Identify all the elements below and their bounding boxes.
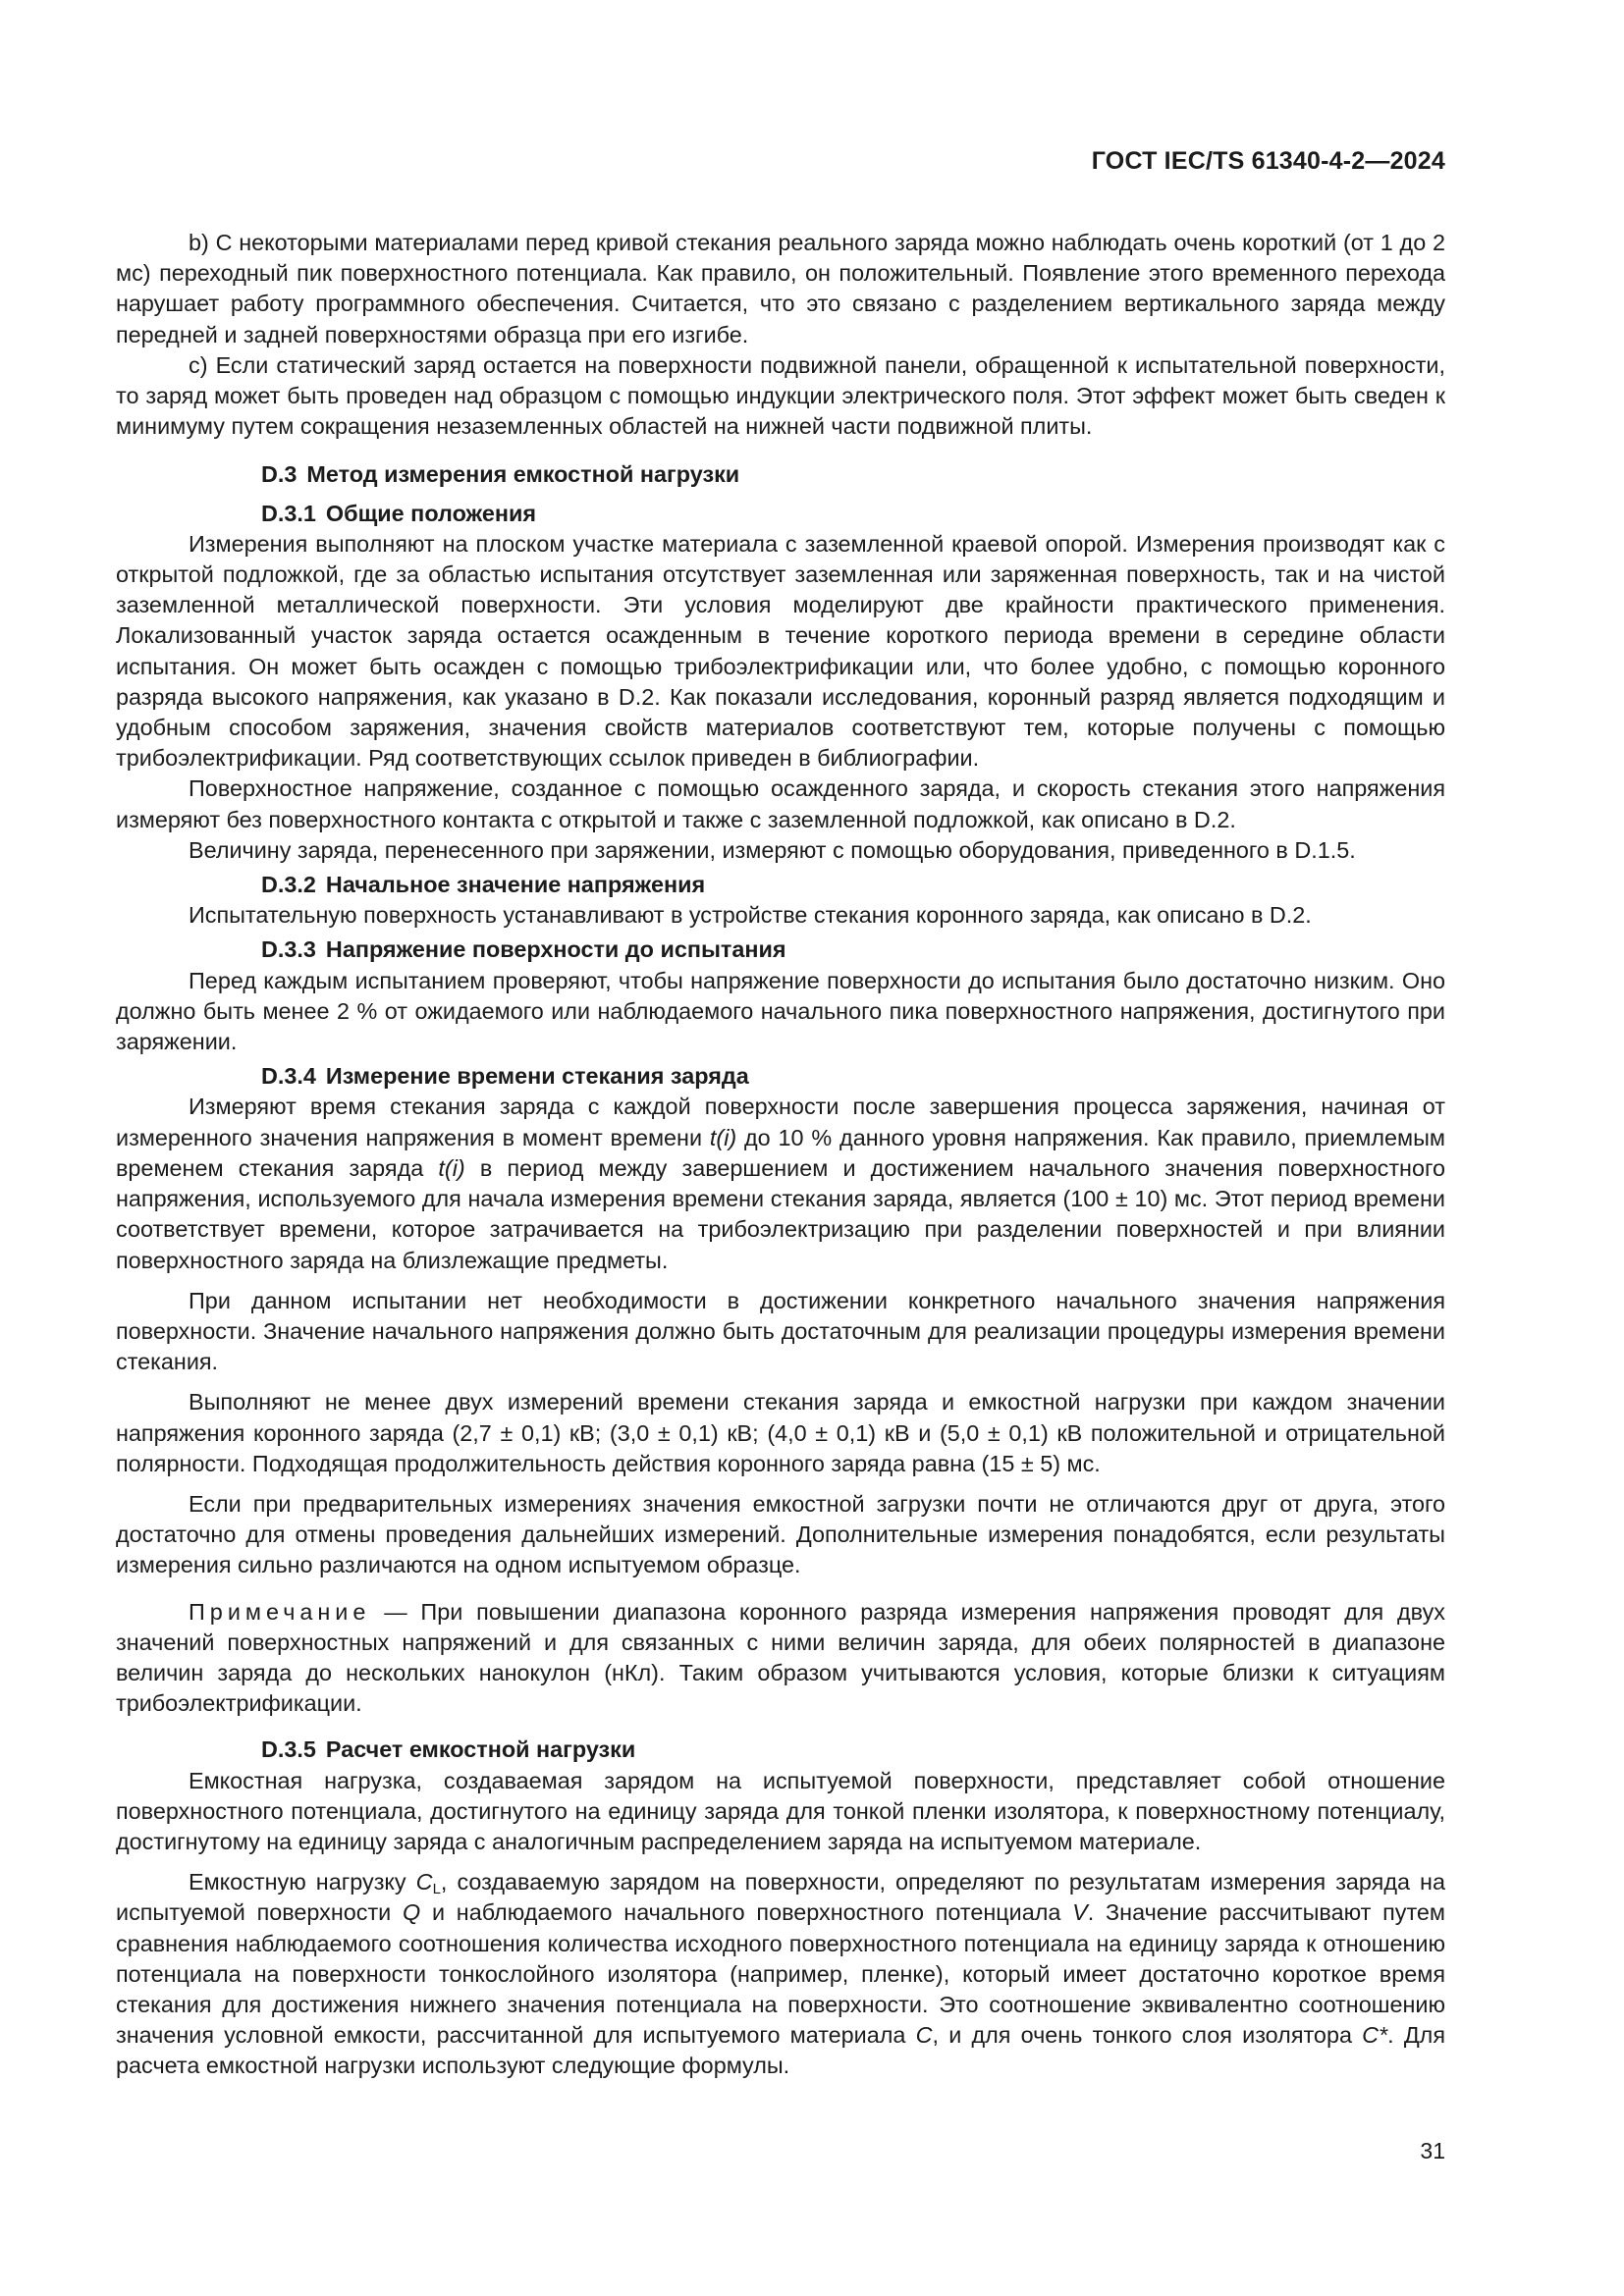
symbol-c-star: C* bbox=[1362, 2022, 1388, 2049]
text-run: в период между завершением и достижением начального значения поверхностного напряжения, используемого для начала измерения времени стекания заряда, является (100 ± 10) мс. Этот период времени соответствует времени, которое затрачивается на трибоэлектризацию при разделении поверхностей и при влиянии поверхностного заряда на близлежащие предметы. bbox=[116, 1154, 1446, 1273]
paragraph: Поверхностное напряжение, созданное с помощью осажденного заряда, и скорость стекания этого напряжения измеряют без поверхностного контакта с открытой и также с заземленной подложкой, как описано в D.2. bbox=[116, 775, 1445, 832]
page-number: 31 bbox=[1420, 2138, 1445, 2163]
page-body bbox=[116, 228, 1445, 2082]
paragraph: Если при предварительных измерениях значения емкостной загрузки почти не отличаются друг от друга, этого достаточно для отмены проведения дальнейших измерений. Дополнительные измерения понадобятся, если результаты измерения сильно различаются на одном испытуемом образце. bbox=[116, 1490, 1445, 1578]
subsection-heading-d34 bbox=[116, 1061, 1445, 1092]
paragraph-c: c) Если статический заряд остается на поверхности подвижной панели, обращенной к испытательной поверхности, то заряд может быть проведен над образцом с помощью индукции электрического поля. Этот эффект может быть сведен к минимуму путем сокращения незаземленных областей на нижней части подвижной плиты. bbox=[116, 351, 1445, 440]
paragraph bbox=[116, 1867, 1445, 2081]
note-text: — При повышении диапазона коронного разряда измерения напряжения проводят для двух значений поверхностных напряжений и для связанных с ними величин заряда, для обеих полярностей в диапазоне величин заряда до нескольких нанокулон (нКл). Таким образом учитываются условия, которые близки к ситуациям трибоэлектрификации. bbox=[116, 1598, 1445, 1717]
text-run: , и для очень тонкого слоя изолятора bbox=[932, 2022, 1363, 2049]
paragraph: Выполняют не менее двух измерений времени стекания заряда и емкостной нагрузки при каждом значении напряжения коронного заряда (2,7 ± 0,1) кВ; (3,0 ± 0,1) кВ; (4,0 ± 0,1) кВ и (5,0 ± 0,1) кВ положительной и отрицательной полярности. Подходящая продолжительность действия коронного заряда равна (15 ± 5) мс. bbox=[116, 1389, 1445, 1476]
section-title: Измерение времени стекания заряда bbox=[325, 1063, 749, 1090]
section-title: Начальное значение напряжения bbox=[325, 872, 706, 898]
text-run: . Для расчета емкостной нагрузки используют следующие формулы. bbox=[116, 2022, 1445, 2079]
text-run: до 10 % данного уровня напряжения. Как правило, приемлемым временем стекания заряда bbox=[116, 1124, 1445, 1181]
symbol-q: Q bbox=[403, 1899, 421, 1926]
section-title: Расчет емкостной нагрузки bbox=[325, 1736, 636, 1763]
section-number: D.3.1 bbox=[261, 500, 316, 526]
section-number: D.3.2 bbox=[261, 872, 316, 898]
section-heading-d3 bbox=[116, 459, 1445, 490]
subsection-heading-d31 bbox=[116, 499, 1445, 529]
symbol-v: V bbox=[1072, 1899, 1088, 1926]
section-title: Метод измерения емкостной нагрузки bbox=[306, 461, 740, 488]
symbol-t-i: t(i) bbox=[438, 1154, 465, 1181]
subsection-heading-d35 bbox=[116, 1735, 1445, 1765]
paragraph: Испытательную поверхность устанавливают в устройстве стекания коронного заряда, как описано в D.2. bbox=[189, 902, 1312, 929]
section-title: Напряжение поверхности до испытания bbox=[325, 936, 786, 963]
text-run: Измеряют время стекания заряда с каждой поверхности после завершения процесса заряжения, начиная от измеренного значения напряжения в момент времени bbox=[116, 1094, 1445, 1150]
subsection-heading-d32 bbox=[116, 870, 1445, 900]
symbol-c: C bbox=[915, 2022, 933, 2049]
section-number: D.3.5 bbox=[261, 1736, 316, 1763]
paragraph: Емкостная нагрузка, создаваемая зарядом на испытуемой поверхности, представляет собой отношение поверхностного потенциала, достигнутого на единицу заряда для тонкой пленки изолятора, к поверхностному потенциалу, достигнутому на единицу заряда с аналогичным распределением заряда на испытуемом материале. bbox=[116, 1767, 1445, 1854]
symbol-t-i: t(i) bbox=[709, 1124, 737, 1150]
paragraph: Перед каждым испытанием проверяют, чтобы напряжение поверхности до испытания было достаточно низким. Оно должно быть менее 2 % от ожидаемого или наблюдаемого начального пика поверхностного напряжения, достигнутого при заряжении. bbox=[116, 967, 1445, 1055]
paragraph: При данном испытании нет необходимости в достижении конкретного начального значения напряжения поверхности. Значение начального напряжения должно быть достаточным для реализации процедуры измерения времени стекания. bbox=[116, 1287, 1445, 1375]
section-number: D.3.4 bbox=[261, 1063, 316, 1090]
text-run: Емкостную нагрузку bbox=[189, 1869, 416, 1896]
note bbox=[116, 1597, 1445, 1720]
paragraph bbox=[116, 1092, 1445, 1275]
paragraph: Величину заряда, перенесенного при заряжении, измеряют с помощью оборудования, приведенного в D.1.5. bbox=[189, 836, 1356, 863]
text-run: , создаваемую зарядом на поверхности, определяют по результатам измерения заряда на испытуемой поверхности bbox=[116, 1869, 1445, 1926]
text-run: . Значение рассчитывают путем сравнения наблюдаемого соотношения количества исходного поверхностного потенциала на единицу заряда к отношению потенциала на поверхности тонкослойного изолятора (например, пленке), который имеет достаточно короткое время стекания для достижения нижнего значения потенциала на поверхности. Это соотношение эквивалентно соотношению значения условной емкости, рассчитанной для испытуемого материала bbox=[116, 1899, 1446, 2049]
note-label: Примечание bbox=[189, 1598, 371, 1625]
paragraph-b: b) С некоторыми материалами перед кривой стекания реального заряда можно наблюдать очень короткий (от 1 до 2 мс) переходный пик поверхностного потенциала. Как правило, он положительный. Появление этого временного перехода нарушает работу программного обеспечения. Считается, что это связано с разделением вертикального заряда между передней и задней поверхностями образца при его изгибе. bbox=[116, 230, 1445, 347]
symbol-c: C bbox=[415, 1869, 433, 1896]
subsection-heading-d33 bbox=[116, 934, 1445, 965]
paragraph: Измерения выполняют на плоском участке материала с заземленной краевой опорой. Измерения производят как с открытой подложкой, где за областью испытания отсутствует заземленная или заряженная поверхность, так и на чистой заземленной металлической поверхности. Эти условия моделируют две крайности практического применения. Локализованный участок заряда остается осажденным в течение короткого периода времени в середине области испытания. Он может быть осажден с помощью трибоэлектрификации или, что более удобно, с помощью коронного разряда высокого напряжения, как указано в D.2. Как показали исследования, коронный разряд является подходящим и удобным способом заряжения, значения свойств материалов соответствуют тем, которые получены с помощью трибоэлектрификации. Ряд соответствующих ссылок приведен в библиографии. bbox=[116, 530, 1445, 772]
section-number: D.3 bbox=[261, 461, 298, 488]
section-title: Общие положения bbox=[325, 500, 536, 526]
text-run: и наблюдаемого начального поверхностного потенциала bbox=[420, 1899, 1073, 1926]
subscript-l: L bbox=[432, 1881, 441, 1898]
document-header: ГОСТ IEC/TS 61340-4-2—2024 bbox=[1091, 147, 1445, 175]
section-number: D.3.3 bbox=[261, 936, 316, 963]
